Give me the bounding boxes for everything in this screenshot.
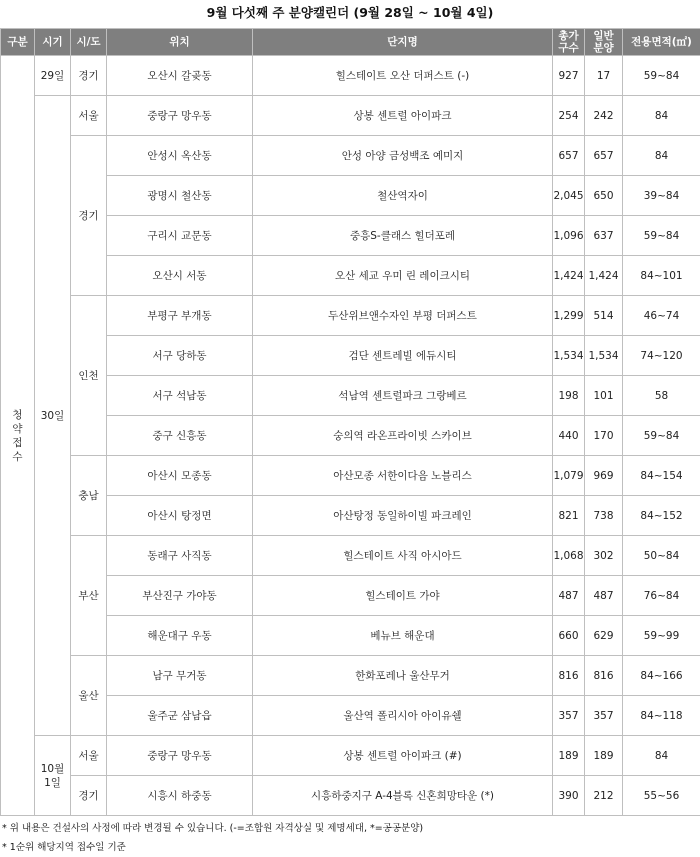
area-cell: 59~99 xyxy=(623,616,700,656)
table-row xyxy=(1,736,700,776)
general-sale-cell: 17 xyxy=(585,56,623,96)
complex-cell: 안성 아양 금성백조 예미지 xyxy=(253,136,553,176)
total-units-cell: 1,299 xyxy=(553,296,585,336)
location-cell: 울주군 삼남읍 xyxy=(107,696,253,736)
header-region: 시/도 xyxy=(71,29,107,56)
area-cell: 76~84 xyxy=(623,576,700,616)
complex-cell: 두산위브앤수자인 부평 더퍼스트 xyxy=(253,296,553,336)
area-cell: 58 xyxy=(623,376,700,416)
complex-cell: 아산모종 서한이다음 노블리스 xyxy=(253,456,553,496)
complex-cell: 석남역 센트럴파크 그랑베르 xyxy=(253,376,553,416)
general-sale-cell: 514 xyxy=(585,296,623,336)
header-category: 구분 xyxy=(1,29,35,56)
footnote: * 위 내용은 건설사의 사정에 따라 변경될 수 있습니다. (-=조합원 자격상실 및 제명세대, *=공공분양) xyxy=(2,819,700,838)
complex-cell: 철산역자이 xyxy=(253,176,553,216)
total-units-cell: 254 xyxy=(553,96,585,136)
table-row xyxy=(1,96,700,136)
location-cell: 서구 당하동 xyxy=(107,336,253,376)
location-cell: 부평구 부개동 xyxy=(107,296,253,336)
location-cell: 오산시 서동 xyxy=(107,256,253,296)
header-timing: 시기 xyxy=(35,29,71,56)
area-cell: 84~118 xyxy=(623,696,700,736)
table-row xyxy=(1,296,700,336)
header-total-units: 총가 구수 xyxy=(553,29,585,56)
complex-cell: 힐스테이트 가야 xyxy=(253,576,553,616)
table-header-row xyxy=(1,29,700,56)
area-cell: 84~166 xyxy=(623,656,700,696)
complex-cell: 시흥하중지구 A-4블록 신혼희망타운 (*) xyxy=(253,776,553,816)
general-sale-cell: 302 xyxy=(585,536,623,576)
area-cell: 84 xyxy=(623,96,700,136)
timing-cell: 29일 xyxy=(35,56,71,96)
general-sale-cell: 101 xyxy=(585,376,623,416)
table-row xyxy=(1,656,700,696)
total-units-cell: 390 xyxy=(553,776,585,816)
location-cell: 중랑구 망우동 xyxy=(107,96,253,136)
area-cell: 84 xyxy=(623,736,700,776)
location-cell: 남구 무거동 xyxy=(107,656,253,696)
general-sale-cell: 738 xyxy=(585,496,623,536)
total-units-cell: 657 xyxy=(553,136,585,176)
total-units-cell: 487 xyxy=(553,576,585,616)
location-cell: 구리시 교문동 xyxy=(107,216,253,256)
total-units-cell: 189 xyxy=(553,736,585,776)
table-row xyxy=(1,536,700,576)
sales-calendar-table xyxy=(0,28,700,816)
location-cell: 해운대구 우동 xyxy=(107,616,253,656)
total-units-cell: 821 xyxy=(553,496,585,536)
general-sale-cell: 487 xyxy=(585,576,623,616)
complex-cell: 중흥S-클래스 힐더포레 xyxy=(253,216,553,256)
table-row xyxy=(1,776,700,816)
complex-cell: 숭의역 라온프라이빗 스카이브 xyxy=(253,416,553,456)
footnotes xyxy=(0,819,700,857)
complex-cell: 상봉 센트럴 아이파크 (#) xyxy=(253,736,553,776)
location-cell: 안성시 옥산동 xyxy=(107,136,253,176)
general-sale-cell: 357 xyxy=(585,696,623,736)
table-row xyxy=(1,456,700,496)
table-row xyxy=(1,136,700,176)
location-cell: 중구 신흥동 xyxy=(107,416,253,456)
location-cell: 시흥시 하중동 xyxy=(107,776,253,816)
region-cell: 경기 xyxy=(71,136,107,296)
total-units-cell: 357 xyxy=(553,696,585,736)
region-cell: 인천 xyxy=(71,296,107,456)
location-cell: 동래구 사직동 xyxy=(107,536,253,576)
general-sale-cell: 212 xyxy=(585,776,623,816)
header-general-sale: 일반 분양 xyxy=(585,29,623,56)
location-cell: 오산시 갈곶동 xyxy=(107,56,253,96)
region-cell: 충남 xyxy=(71,456,107,536)
complex-cell: 오산 세교 우미 린 레이크시티 xyxy=(253,256,553,296)
general-sale-cell: 170 xyxy=(585,416,623,456)
area-cell: 74~120 xyxy=(623,336,700,376)
complex-cell: 아산탕정 동일하이빌 파크레인 xyxy=(253,496,553,536)
total-units-cell: 1,068 xyxy=(553,536,585,576)
total-units-cell: 1,079 xyxy=(553,456,585,496)
location-cell: 아산시 탕정면 xyxy=(107,496,253,536)
category-cell: 청약 접수 xyxy=(1,56,35,816)
region-cell: 부산 xyxy=(71,536,107,656)
region-cell: 서울 xyxy=(71,96,107,136)
total-units-cell: 927 xyxy=(553,56,585,96)
complex-cell: 베뉴브 해운대 xyxy=(253,616,553,656)
area-cell: 59~84 xyxy=(623,416,700,456)
header-area: 전용면적(㎡) xyxy=(623,29,700,56)
general-sale-cell: 969 xyxy=(585,456,623,496)
total-units-cell: 660 xyxy=(553,616,585,656)
total-units-cell: 2,045 xyxy=(553,176,585,216)
complex-cell: 울산역 폴리시아 아이유쉘 xyxy=(253,696,553,736)
total-units-cell: 440 xyxy=(553,416,585,456)
region-cell: 울산 xyxy=(71,656,107,736)
area-cell: 84~154 xyxy=(623,456,700,496)
page-title: 9월 다섯째 주 분양캘린더 (9월 28일 ~ 10월 4일) xyxy=(0,0,700,28)
region-cell: 경기 xyxy=(71,56,107,96)
area-cell: 46~74 xyxy=(623,296,700,336)
area-cell: 59~84 xyxy=(623,56,700,96)
footnote: * 1순위 해당지역 접수일 기준 xyxy=(2,838,700,857)
complex-cell: 상봉 센트럴 아이파크 xyxy=(253,96,553,136)
header-complex: 단지명 xyxy=(253,29,553,56)
location-cell: 아산시 모종동 xyxy=(107,456,253,496)
location-cell: 광명시 철산동 xyxy=(107,176,253,216)
timing-cell: 10월 1일 xyxy=(35,736,71,816)
area-cell: 84~101 xyxy=(623,256,700,296)
region-cell: 경기 xyxy=(71,776,107,816)
header-location: 위치 xyxy=(107,29,253,56)
location-cell: 중랑구 망우동 xyxy=(107,736,253,776)
complex-cell: 한화포레나 울산무거 xyxy=(253,656,553,696)
timing-cell: 30일 xyxy=(35,96,71,736)
complex-cell: 힐스테이트 오산 더퍼스트 (-) xyxy=(253,56,553,96)
area-cell: 84~152 xyxy=(623,496,700,536)
general-sale-cell: 189 xyxy=(585,736,623,776)
general-sale-cell: 629 xyxy=(585,616,623,656)
complex-cell: 힐스테이트 사직 아시아드 xyxy=(253,536,553,576)
general-sale-cell: 1,424 xyxy=(585,256,623,296)
total-units-cell: 816 xyxy=(553,656,585,696)
area-cell: 39~84 xyxy=(623,176,700,216)
table-row xyxy=(1,56,700,96)
location-cell: 부산진구 가야동 xyxy=(107,576,253,616)
total-units-cell: 1,096 xyxy=(553,216,585,256)
general-sale-cell: 242 xyxy=(585,96,623,136)
general-sale-cell: 657 xyxy=(585,136,623,176)
region-cell: 서울 xyxy=(71,736,107,776)
total-units-cell: 1,534 xyxy=(553,336,585,376)
location-cell: 서구 석남동 xyxy=(107,376,253,416)
general-sale-cell: 1,534 xyxy=(585,336,623,376)
total-units-cell: 1,424 xyxy=(553,256,585,296)
area-cell: 50~84 xyxy=(623,536,700,576)
general-sale-cell: 637 xyxy=(585,216,623,256)
complex-cell: 검단 센트레빌 에듀시티 xyxy=(253,336,553,376)
area-cell: 59~84 xyxy=(623,216,700,256)
general-sale-cell: 650 xyxy=(585,176,623,216)
general-sale-cell: 816 xyxy=(585,656,623,696)
total-units-cell: 198 xyxy=(553,376,585,416)
area-cell: 84 xyxy=(623,136,700,176)
area-cell: 55~56 xyxy=(623,776,700,816)
